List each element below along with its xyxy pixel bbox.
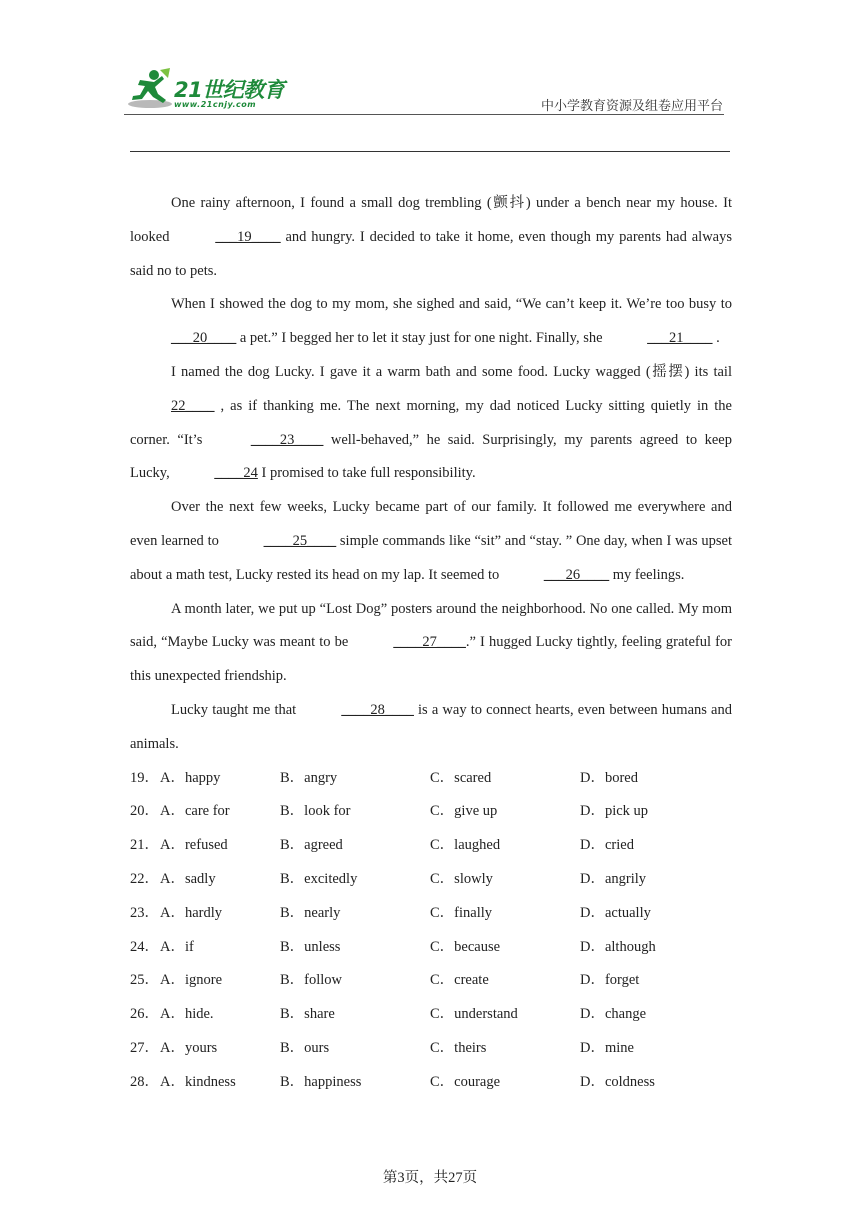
- question-number: 27．: [130, 1039, 159, 1056]
- question-row: [130, 863, 732, 897]
- page-header: [0, 0, 860, 160]
- question-number: 19．: [130, 769, 159, 786]
- question-row: [130, 931, 732, 965]
- page-rule: [130, 151, 730, 152]
- passage-text: I named the dog Lucky. I gave it a warm bath and some food. Lucky wagged (摇摆) its tail: [171, 363, 732, 380]
- option-b: B．share: [280, 1006, 335, 1023]
- option-c: C．create: [430, 972, 489, 989]
- page-number: 第3页，共27页: [382, 1170, 478, 1186]
- blank: ____24: [214, 465, 258, 482]
- passage-text: I promised to take full responsibility.: [257, 465, 476, 482]
- option-d: D．actually: [580, 904, 651, 921]
- passage-text: When I showed the dog to my mom, she sighed and said, “We can’t keep it. We’re too busy to: [171, 296, 732, 313]
- option-a: A．if: [160, 938, 194, 955]
- question-row: [130, 762, 732, 796]
- option-a: A．kindness: [160, 1073, 236, 1090]
- option-d: D．although: [580, 938, 656, 955]
- blank: ____27____: [393, 634, 466, 651]
- blank: ____28____: [341, 701, 414, 718]
- option-d: D．pick up: [580, 803, 649, 820]
- option-c: C．slowly: [430, 870, 493, 887]
- question-number: 25．: [130, 972, 159, 989]
- passage-paragraph: [130, 288, 732, 356]
- option-b: B．happiness: [280, 1073, 362, 1090]
- question-row: [130, 1032, 732, 1066]
- passage-text: A month later, we put up “Lost Dog” posters around the neighborhood. No one called. My mom said, “Maybe Lucky was meant to be: [130, 600, 732, 651]
- option-b: B．follow: [280, 972, 343, 989]
- question-row: [130, 795, 732, 829]
- blank: ____25____: [263, 532, 337, 549]
- option-a: A．sadly: [160, 870, 216, 887]
- passage-text: .” I hugged Lucky tightly, feeling grateful for this unexpected friendship.: [130, 634, 732, 685]
- blank: ____23____: [250, 431, 324, 448]
- blank: ___26____: [543, 566, 610, 583]
- passage-paragraph: [130, 694, 732, 762]
- header-rule: [124, 114, 724, 115]
- question-number: 21．: [130, 837, 159, 854]
- passage-text: my feelings.: [609, 566, 685, 583]
- question-number: 28．: [130, 1073, 159, 1090]
- question-row: [130, 1066, 732, 1100]
- option-a: A．yours: [160, 1039, 218, 1056]
- question-number: 23．: [130, 904, 159, 921]
- option-d: D．angrily: [580, 870, 647, 887]
- passage-text: One rainy afternoon, I found a small dog trembling (颤抖) under a bench near my house. It looked: [130, 195, 732, 245]
- passage-text: and hungry. I decided to take it home, even though my parents had always said no to pets.: [130, 228, 732, 279]
- option-c: C．understand: [430, 1006, 518, 1023]
- option-d: D．forget: [580, 972, 640, 989]
- option-c: C．courage: [430, 1073, 501, 1090]
- question-number: 26．: [130, 1006, 159, 1023]
- question-number: 22．: [130, 870, 159, 887]
- passage-text: a pet.” I begged her to let it stay just for one night. Finally, she: [236, 330, 607, 347]
- blank: 22____: [171, 397, 215, 414]
- platform-name: 中小学教育资源及组卷应用平台: [540, 99, 723, 114]
- option-c: C．laughed: [430, 837, 501, 854]
- option-a: A．hide.: [160, 1006, 214, 1023]
- option-a: A．care for: [160, 803, 230, 820]
- option-d: D．coldness: [580, 1073, 655, 1090]
- passage-text: well-behaved,” he said. Surprisingly, my parents agreed to keep Lucky,: [130, 431, 732, 482]
- option-c: C．give up: [430, 803, 498, 820]
- passage-text: , as if thanking me. The next morning, my dad noticed Lucky sitting quietly in the corner. “It’s: [130, 397, 732, 448]
- passage-paragraph: [130, 187, 732, 288]
- option-b: B．nearly: [280, 904, 341, 921]
- question-number: 24．: [130, 938, 159, 955]
- passage-text: is a way to connect hearts, even between humans and animals.: [130, 701, 732, 752]
- blank: ___20____: [171, 330, 237, 347]
- option-d: D．change: [580, 1006, 647, 1023]
- option-b: B．ours: [280, 1039, 330, 1056]
- logo-text: 21世纪教育: [174, 78, 285, 102]
- option-b: B．angry: [280, 769, 338, 786]
- passage-text: Lucky taught me that: [171, 701, 301, 718]
- logo-url: www.21cnjy.com: [174, 100, 257, 109]
- question-row: [130, 998, 732, 1032]
- option-a: A．happy: [160, 769, 221, 786]
- option-b: B．unless: [280, 938, 341, 955]
- option-c: C．theirs: [430, 1039, 487, 1056]
- blank: ___21____: [647, 330, 713, 347]
- answer-options: [130, 762, 732, 1100]
- question-number: 20．: [130, 803, 159, 820]
- question-row: [130, 897, 732, 931]
- option-b: B．excitedly: [280, 870, 358, 887]
- option-b: B．agreed: [280, 837, 343, 854]
- passage-text: Over the next few weeks, Lucky became part of our family. It followed me everywhere and even learned to: [130, 499, 732, 549]
- passage-paragraph: [130, 593, 732, 694]
- option-d: D．mine: [580, 1039, 634, 1056]
- cloze-passage: [130, 187, 732, 762]
- logo: [124, 66, 294, 116]
- option-c: C．scared: [430, 769, 492, 786]
- question-row: [130, 964, 732, 998]
- option-a: A．hardly: [160, 904, 223, 921]
- option-c: C．because: [430, 938, 501, 955]
- option-d: D．cried: [580, 837, 634, 854]
- passage-paragraph: [130, 356, 732, 491]
- option-d: D．bored: [580, 769, 638, 786]
- option-c: C．finally: [430, 904, 493, 921]
- passage-text: .: [712, 330, 720, 347]
- passage-paragraph: [130, 491, 732, 592]
- option-a: A．ignore: [160, 972, 223, 989]
- runner-logo-icon: [124, 66, 174, 114]
- question-row: [130, 829, 732, 863]
- option-b: B．look for: [280, 803, 351, 820]
- page-content: [130, 187, 732, 1100]
- passage-text: simple commands like “sit” and “stay. ” One day, when I was upset about a math test, Lucky rested its head on my lap. It seemed to: [130, 532, 732, 583]
- option-a: A．refused: [160, 837, 228, 854]
- blank: ___19____: [215, 228, 281, 245]
